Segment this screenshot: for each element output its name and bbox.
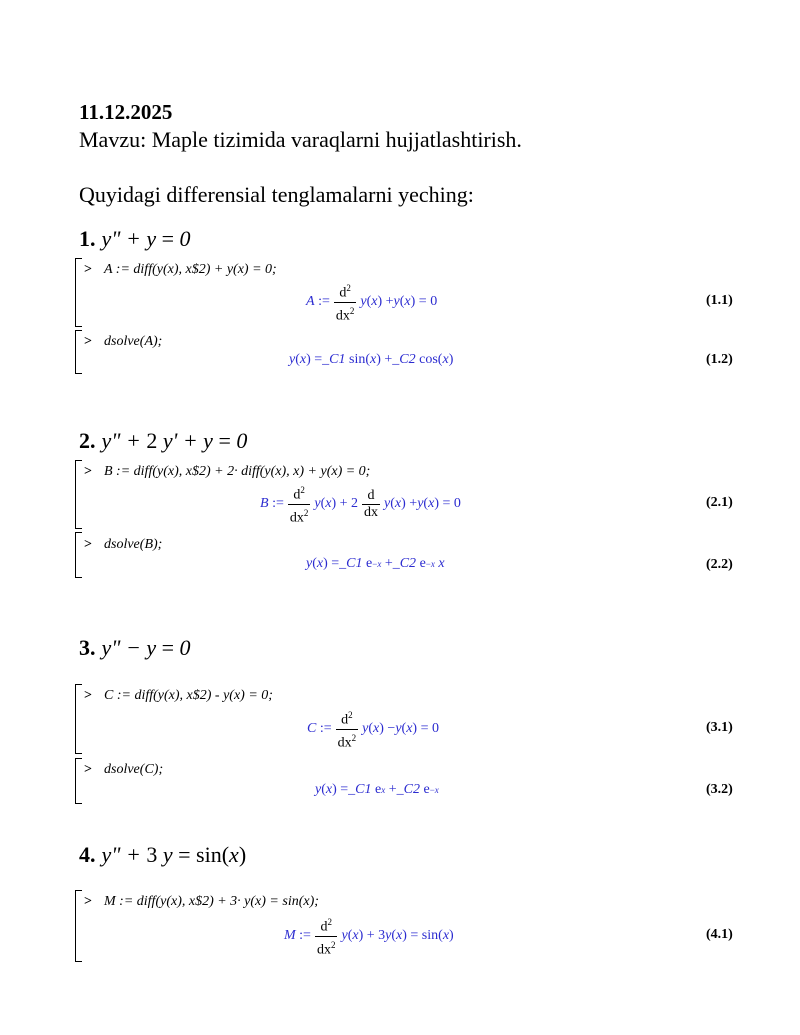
execution-group-bracket[interactable]: [75, 532, 82, 578]
equation-label: (3.1): [706, 720, 733, 735]
execution-group-bracket[interactable]: [75, 758, 82, 804]
maple-output: B := $\frac{d^2}{dx^2}$ y ( x ) + 2 $\frac{d}{dx}$ y ( x ) + y ( x ) = 0: [260, 482, 461, 526]
date-heading: 11.12.2025: [79, 100, 173, 124]
problem-4-title: [79, 842, 246, 868]
maple-input[interactable]: B := diff(y(x), x$2) + 2· diff(y(x), x) + y(x) = 0;: [104, 464, 371, 479]
prompt-icon: >: [84, 894, 92, 909]
prompt-icon: >: [84, 464, 92, 479]
execution-group-bracket[interactable]: [75, 684, 82, 754]
problem-number: 3.: [79, 635, 96, 660]
derivative-fraction: $\frac{d^2}{dx^2}$: [289, 485, 309, 526]
problem-equation: y" + y = 0: [101, 226, 191, 251]
problem-number: 4.: [79, 842, 96, 867]
maple-output: y ( x ) = _C1 e x + _C2 e −x: [315, 782, 439, 797]
equation-label: (2.2): [706, 557, 733, 572]
prompt-icon: >: [84, 262, 92, 277]
maple-output: y ( x ) = _C1 sin( x ) + _C2 cos( x ): [289, 352, 454, 367]
problem-equation: y" + 2 y' + y = 0: [101, 428, 248, 453]
equation-label: (1.2): [706, 352, 733, 367]
maple-input[interactable]: dsolve(C);: [104, 762, 164, 777]
maple-output: y ( x ) = _C1 e −x + _C2 e −x x: [306, 556, 445, 571]
problem-equation: y" + 3 y = sin(x): [101, 842, 247, 867]
problem-number: 1.: [79, 226, 96, 251]
maple-output: M := $\frac{d^2}{dx^2}$ y ( x ) + 3 y ( x ) = sin( x ): [284, 914, 454, 958]
maple-output: C := $\frac{d^2}{dx^2}$ y ( x ) − y ( x ) = 0: [307, 707, 439, 751]
execution-group-bracket[interactable]: [75, 330, 82, 374]
derivative-fraction: $\frac{d^2}{dx^2}$: [335, 283, 355, 324]
equation-label: (2.1): [706, 495, 733, 510]
maple-output: A := $\frac{d^2}{dx^2}$ y ( x ) + y ( x ) = 0: [306, 280, 437, 324]
problem-1-title: [79, 226, 191, 252]
problem-3-title: [79, 635, 191, 661]
maple-input[interactable]: C := diff(y(x), x$2) - y(x) = 0;: [104, 688, 273, 703]
execution-group-bracket[interactable]: [75, 460, 82, 529]
derivative-fraction: $\frac{d}{dx}$: [364, 487, 379, 520]
derivative-fraction: $\frac{d^2}{dx^2}$: [316, 917, 336, 958]
equation-label: (1.1): [706, 293, 733, 308]
prompt-icon: >: [84, 537, 92, 552]
equation-label: (3.2): [706, 782, 733, 797]
derivative-fraction: $\frac{d^2}{dx^2}$: [337, 710, 357, 751]
prompt-icon: >: [84, 762, 92, 777]
topic-line: Mavzu: Maple tizimida varaqlarni hujjatlashtirish.: [79, 127, 522, 152]
equation-label: (4.1): [706, 927, 733, 942]
problem-number: 2.: [79, 428, 96, 453]
maple-input[interactable]: dsolve(B);: [104, 537, 163, 552]
prompt-icon: >: [84, 688, 92, 703]
prompt-icon: >: [84, 334, 92, 349]
maple-input[interactable]: M := diff(y(x), x$2) + 3· y(x) = sin(x);: [104, 894, 319, 909]
problem-2-title: [79, 428, 247, 454]
task-line: Quyidagi differensial tenglamalarni yeching:: [79, 182, 474, 207]
execution-group-bracket[interactable]: [75, 890, 82, 962]
maple-input[interactable]: A := diff(y(x), x$2) + y(x) = 0;: [104, 262, 277, 277]
execution-group-bracket[interactable]: [75, 258, 82, 327]
problem-equation: y" − y = 0: [101, 635, 191, 660]
maple-input[interactable]: dsolve(A);: [104, 334, 163, 349]
